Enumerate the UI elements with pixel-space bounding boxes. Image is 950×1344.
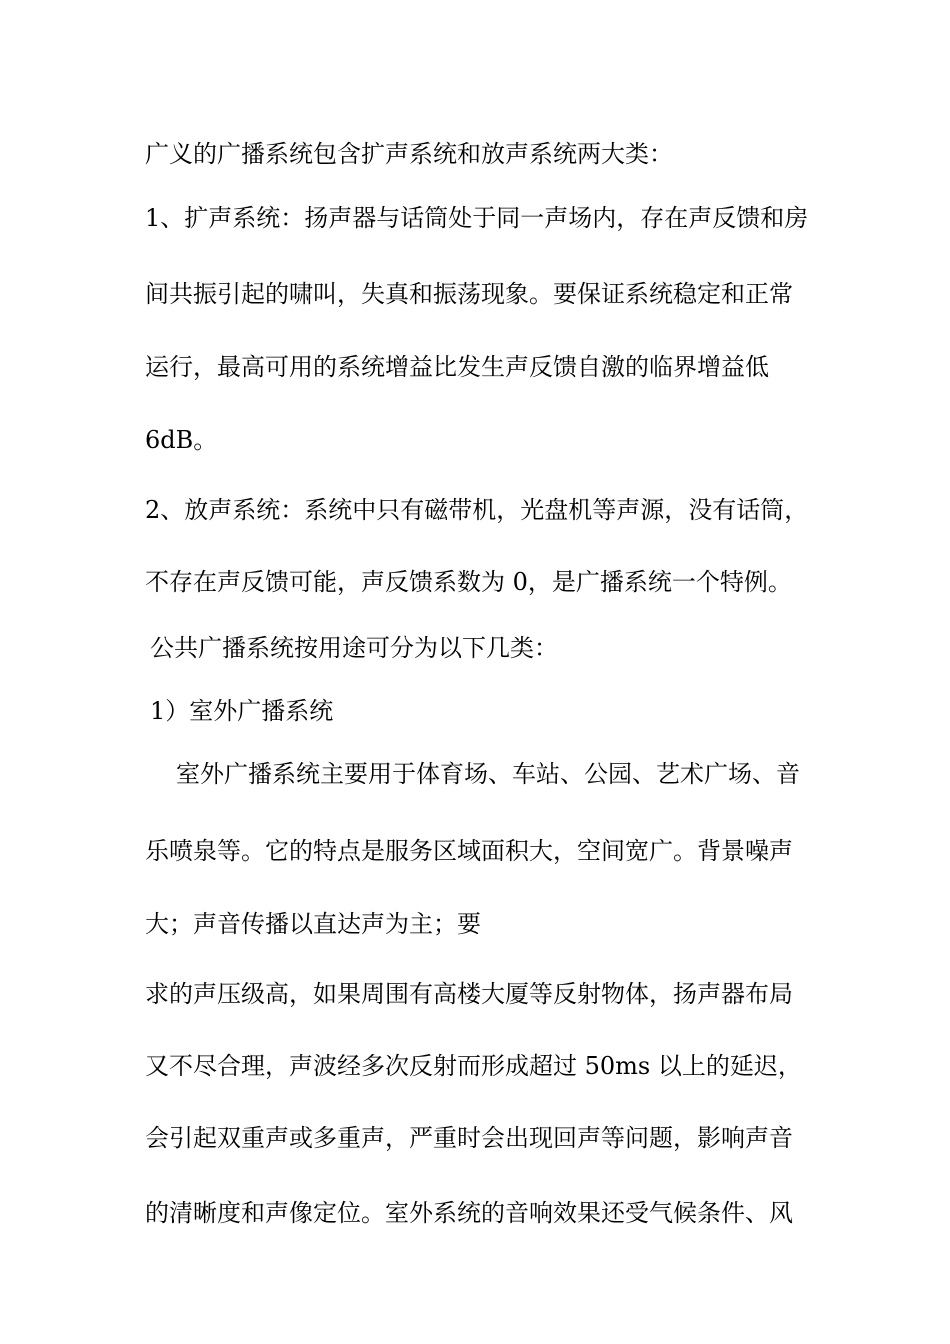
text-line-paragraph-start: 室外广播系统主要用于体育场、车站、公园、艺术广场、音: [176, 760, 800, 788]
text-line: 间共振引起的啸叫，失真和振荡现象。要保证系统稳定和正常: [145, 280, 793, 308]
text-line: 不存在声反馈可能，声反馈系数为 0，是广播系统一个特例。: [145, 568, 792, 596]
text-line-intro: 广义的广播系统包含扩声系统和放声系统两大类：: [145, 140, 673, 168]
text-line: 求的声压级高，如果周围有高楼大厦等反射物体，扬声器布局: [145, 980, 793, 1008]
text-line: 会引起双重声或多重声，严重时会出现回声等问题，影响声音: [145, 1124, 793, 1152]
section-heading-outdoor: 1）室外广播系统: [150, 697, 334, 725]
text-line: 又不尽合理，声波经多次反射而形成超过 50ms 以上的延迟，: [145, 1052, 802, 1080]
text-line: 乐喷泉等。它的特点是服务区域面积大，空间宽广。背景噪声: [145, 837, 793, 865]
text-line: 的清晰度和声像定位。室外系统的音响效果还受气候条件、风: [145, 1199, 793, 1227]
text-line-heading: 公共广播系统按用途可分为以下几类：: [150, 634, 558, 662]
text-line: 运行，最高可用的系统增益比发生声反馈自激的临界增益低: [145, 353, 769, 381]
text-line: 6dB。: [145, 426, 218, 454]
text-line-item-1: 1、扩声系统：扬声器与话筒处于同一声场内，存在声反馈和房: [145, 204, 809, 232]
text-line: 大；声音传播以直达声为主；要: [145, 910, 481, 938]
text-line-item-2: 2、放声系统：系统中只有磁带机，光盘机等声源，没有话筒，: [145, 496, 809, 524]
